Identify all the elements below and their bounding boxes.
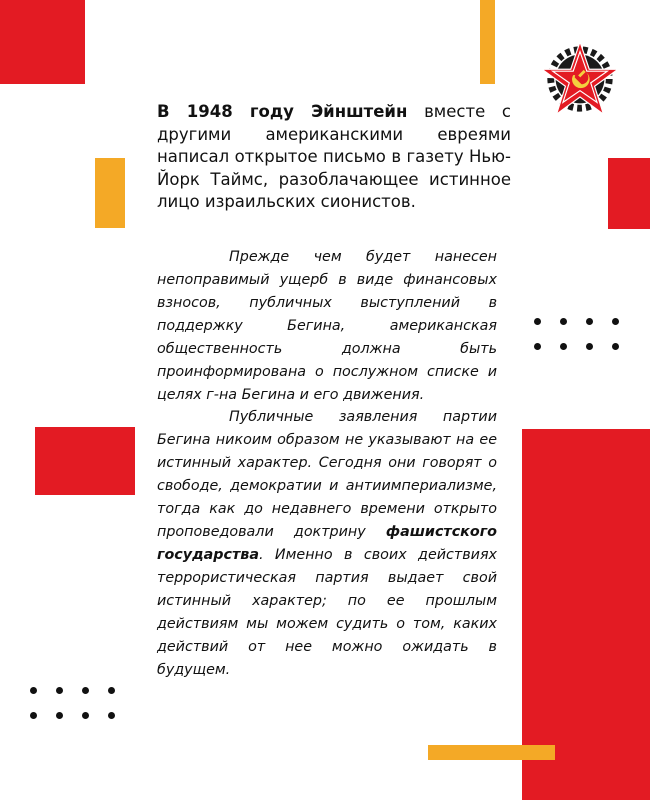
red-block-top-left [0,0,85,84]
red-star-hammer-sickle-gear-icon [541,40,619,116]
dot [56,687,63,694]
dot [534,318,541,325]
dot [586,318,593,325]
dot-grid-left [30,687,115,719]
orange-bar-bottom [428,745,555,760]
dot [30,687,37,694]
quote-2-bold: фашистского государства [157,524,497,563]
quote-1-text: Прежде чем будет нанесен непоправимый ущерб в виде финансовых взносов, публичных выступлений в поддержку Бегина, американская общественность должна быть проинформирована о послужном списке и целях г-на Бегина и его движения. [157,249,497,403]
dot [612,343,619,350]
orange-bar-top [480,0,495,84]
intro-lead: В 1948 году Эйнштейн [157,102,408,121]
quote-paragraph-2 [157,406,497,682]
red-block-right-top [608,158,650,229]
dot [560,343,567,350]
quote-2-part-1: Публичные заявления партии Бегина никоим образом не указывают на ее истинный характер. Сегодня они говорят о свободе, демократии и антиимпериализме, тогда как до недавнего времени открыто проповедовали доктрину [157,409,497,540]
intro-rest: вместе с другими американскими евреями написал открытое письмо в газету Нью-Йорк Таймс, разоблачающее истинное лицо израильских сионистов. [157,102,511,211]
orange-bar-left [95,158,125,228]
quote-2-part-2: . Именно в своих действиях террористическая партия выдает свой истинный характер; по ее прошлым действиям мы можем судить о том, каких действий от нее можно ожидать в будущем. [157,547,497,678]
dot-grid-right [534,318,619,350]
dot [108,712,115,719]
dot [534,343,541,350]
dot [82,687,89,694]
dot [30,712,37,719]
dot [82,712,89,719]
dot [612,318,619,325]
intro-paragraph [157,101,511,214]
dot [108,687,115,694]
quote-paragraph-1 [157,246,497,407]
dot [56,712,63,719]
dot [586,343,593,350]
red-block-left-middle [35,427,135,495]
dot [560,318,567,325]
